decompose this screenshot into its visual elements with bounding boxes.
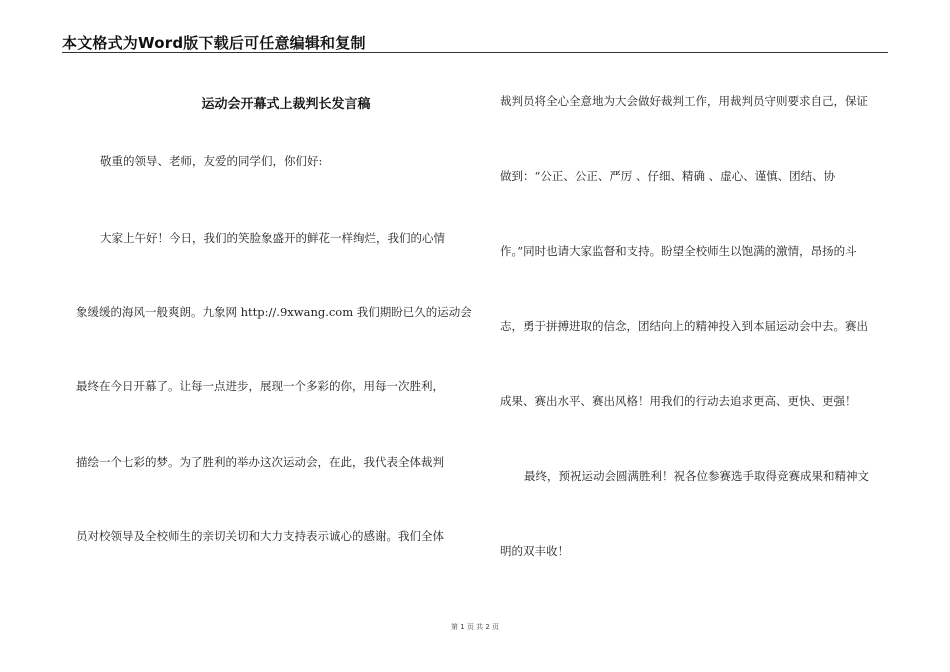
body-line: 志，勇于拼搏进取的信念，团结向上的精神投入到本届运动会中去。赛出 xyxy=(500,319,868,333)
page-number-footer: 第 1 页 共 2 页 xyxy=(450,623,500,631)
body-line: 员对校领导及全校师生的亲切关切和大力支持表示诚心的感谢。我们全体 xyxy=(76,529,444,543)
body-line: 描绘一个七彩的梦。为了胜利的举办这次运动会，在此，我代表全体裁判 xyxy=(76,455,444,469)
body-line: 最终，预祝运动会圆满胜利！祝各位参赛选手取得竞赛成果和精神文 xyxy=(524,469,869,483)
body-line: 最终在今日开幕了。让每一点进步，展现一个多彩的你，用每一次胜利， xyxy=(76,379,444,393)
body-line: 敬重的领导、老师，友爱的同学们，你们好: xyxy=(100,154,323,168)
document-title: 运动会开幕式上裁判长发言稿 xyxy=(201,97,371,112)
body-line: 明的双丰收！ xyxy=(500,544,569,558)
body-line: 裁判员将全心全意地为大会做好裁判工作，用裁判员守则要求自己，保证 xyxy=(500,94,868,108)
body-line: 大家上午好！今日，我们的笑脸象盛开的鲜花一样绚烂，我们的心情 xyxy=(100,231,445,245)
header-banner-text: 本文格式为Word版下载后可任意编辑和复制 xyxy=(62,34,366,52)
body-line: 象缓缓的海风一般爽朗。九象网 http://.9xwang.com 我们期盼已久的运动会 xyxy=(76,305,472,319)
body-line: 成果、赛出水平、赛出风格！用我们的行动去追求更高、更快、更强！ xyxy=(500,394,857,408)
document-header-banner xyxy=(62,30,888,53)
body-line: 作。”同时也请大家监督和支持。盼望全校师生以饱满的激情，昂扬的斗 xyxy=(500,244,857,258)
body-line: 做到：“公正、公正、严厉 、仔细、精确 、虚心、谨慎、团结、协 xyxy=(500,169,836,183)
